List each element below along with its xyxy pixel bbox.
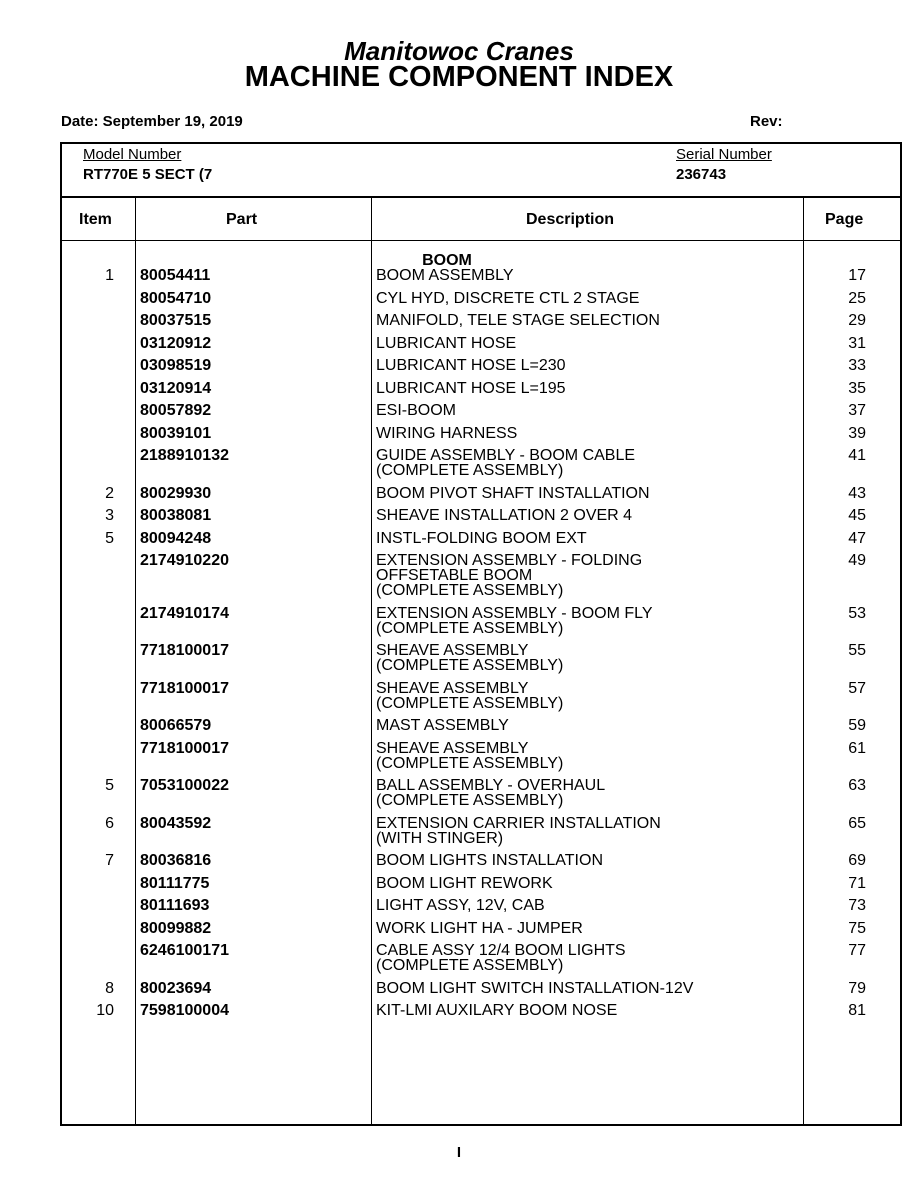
brand-name: Manitowoc Cranes [344, 36, 574, 66]
row-item-number: 8 [105, 979, 114, 997]
row-description-line: LUBRICANT HOSE L=195 [376, 379, 566, 397]
row-page-number: 53 [848, 604, 866, 622]
row-page-number: 65 [848, 814, 866, 832]
row-description [376, 531, 796, 546]
revision-label: Rev: [750, 113, 783, 130]
row-part-number: 6246100171 [140, 942, 229, 959]
row-part-number: 7718100017 [140, 642, 229, 659]
row-part-number: 7718100017 [140, 679, 229, 697]
row-part-number: 80038081 [140, 507, 212, 524]
serial-number-value: 236743 [676, 166, 727, 183]
column-header-divider [62, 240, 900, 241]
row-description-line: BOOM ASSEMBLY [376, 267, 514, 284]
component-index-table [60, 142, 902, 1126]
row-description-line: (COMPLETE ASSEMBLY) [376, 582, 564, 599]
row-description [376, 486, 796, 501]
model-number-label: Model Number [83, 146, 182, 163]
row-description-line: KIT-LMI AUXILARY BOOM NOSE [376, 1002, 618, 1019]
row-description-line: (COMPLETE ASSEMBLY) [376, 462, 564, 479]
row-description-line: (COMPLETE ASSEMBLY) [376, 657, 564, 674]
row-description [376, 268, 796, 283]
row-part-number: 2174910174 [140, 604, 229, 622]
row-page-number: 73 [848, 897, 866, 914]
row-description [376, 448, 796, 478]
header-divider [62, 196, 900, 198]
row-page-number: 55 [848, 642, 866, 659]
row-item-number: 7 [105, 852, 114, 869]
row-description-line: (COMPLETE ASSEMBLY) [376, 694, 564, 712]
row-page-number: 79 [848, 979, 866, 997]
row-description [376, 853, 796, 868]
row-description [376, 313, 796, 328]
row-description-line: OFFSETABLE BOOM [376, 567, 533, 584]
row-part-number: 80029930 [140, 484, 212, 502]
row-part-number: 2174910220 [140, 552, 229, 569]
serial-number-label: Serial Number [676, 146, 772, 163]
row-description [376, 336, 796, 351]
row-item-number: 5 [105, 529, 114, 547]
page-number: I [456, 1144, 462, 1161]
row-part-number: 03120912 [140, 334, 212, 352]
row-part-number: 80037515 [140, 312, 212, 329]
row-description [376, 1003, 796, 1018]
row-description-line: BOOM LIGHTS INSTALLATION [376, 852, 603, 869]
row-description-line: ESI-BOOM [376, 402, 457, 419]
row-part-number: 03098519 [140, 357, 212, 374]
row-description [376, 876, 796, 891]
row-description [376, 741, 796, 771]
row-page-number: 25 [848, 289, 866, 307]
row-description [376, 921, 796, 936]
row-page-number: 81 [848, 1002, 866, 1019]
column-header-item: Item [79, 211, 112, 228]
row-description-line: BOOM PIVOT SHAFT INSTALLATION [376, 484, 650, 502]
row-page-number: 17 [848, 267, 866, 284]
row-description-line: LUBRICANT HOSE L=230 [376, 357, 566, 374]
row-description [376, 898, 796, 913]
row-part-number: 7598100004 [140, 1002, 229, 1019]
row-page-number: 45 [848, 507, 866, 524]
row-page-number: 39 [848, 424, 866, 442]
row-item-number: 3 [105, 507, 114, 524]
row-description-line: SHEAVE ASSEMBLY [376, 739, 529, 757]
row-description [376, 816, 796, 846]
row-page-number: 57 [848, 679, 866, 697]
section-heading: BOOM [422, 252, 472, 269]
row-part-number: 80111775 [140, 874, 210, 892]
row-description-line: LIGHT ASSY, 12V, CAB [376, 897, 545, 914]
row-description [376, 381, 796, 396]
row-description [376, 778, 796, 808]
row-description-line: (COMPLETE ASSEMBLY) [376, 792, 564, 809]
row-page-number: 37 [848, 402, 866, 419]
row-page-number: 41 [848, 447, 866, 464]
row-page-number: 63 [848, 777, 866, 794]
row-description [376, 681, 796, 711]
row-page-number: 31 [848, 334, 866, 352]
row-page-number: 29 [848, 312, 866, 329]
row-item-number: 5 [105, 777, 114, 794]
column-divider-item [135, 198, 136, 1124]
row-description [376, 358, 796, 373]
row-description [376, 981, 796, 996]
row-description [376, 403, 796, 418]
row-description-line: LUBRICANT HOSE [376, 334, 517, 352]
row-item-number: 6 [105, 814, 114, 832]
row-page-number: 49 [848, 552, 866, 569]
row-part-number: 80039101 [140, 424, 212, 442]
column-header-description: Description [526, 211, 615, 228]
row-part-number: 03120914 [140, 379, 212, 397]
row-page-number: 33 [848, 357, 866, 374]
row-description-line: SHEAVE ASSEMBLY [376, 642, 529, 659]
row-description-line: GUIDE ASSEMBLY - BOOM CABLE [376, 447, 636, 464]
row-part-number: 80066579 [140, 717, 212, 734]
row-part-number: 80036816 [140, 852, 212, 869]
row-description-line: CABLE ASSY 12/4 BOOM LIGHTS [376, 942, 626, 959]
row-description [376, 291, 796, 306]
row-part-number: 80043592 [140, 814, 212, 832]
row-page-number: 71 [848, 874, 866, 892]
row-part-number: 80054710 [140, 289, 212, 307]
document-date: Date: September 19, 2019 [61, 113, 243, 130]
row-description-line: BOOM LIGHT REWORK [376, 874, 553, 892]
row-description [376, 943, 796, 973]
row-description [376, 606, 796, 636]
row-item-number: 2 [105, 484, 114, 502]
column-header-page: Page [825, 211, 864, 228]
row-description-line: (COMPLETE ASSEMBLY) [376, 619, 564, 637]
row-part-number: 80099882 [140, 919, 212, 937]
row-description [376, 508, 796, 523]
row-description-line: EXTENSION ASSEMBLY - BOOM FLY [376, 604, 653, 622]
row-description-line: (WITH STINGER) [376, 829, 504, 847]
row-page-number: 47 [848, 529, 866, 547]
row-description-line: MANIFOLD, TELE STAGE SELECTION [376, 312, 660, 329]
row-description-line: (COMPLETE ASSEMBLY) [376, 754, 564, 772]
row-description-line: INSTL-FOLDING BOOM EXT [376, 529, 587, 547]
row-description-line: BOOM LIGHT SWITCH INSTALLATION-12V [376, 979, 694, 997]
row-description [376, 718, 796, 733]
row-description-line: EXTENSION CARRIER INSTALLATION [376, 814, 661, 832]
row-description-line: WIRING HARNESS [376, 424, 518, 442]
row-page-number: 43 [848, 484, 866, 502]
row-item-number: 10 [96, 1002, 114, 1019]
row-description-line: MAST ASSEMBLY [376, 717, 509, 734]
row-description-line: CYL HYD, DISCRETE CTL 2 STAGE [376, 289, 640, 307]
row-description [376, 553, 796, 598]
row-description-line: SHEAVE ASSEMBLY [376, 679, 529, 697]
row-part-number: 80054411 [140, 267, 211, 284]
row-page-number: 35 [848, 379, 866, 397]
row-page-number: 75 [848, 919, 866, 937]
row-part-number: 7718100017 [140, 739, 229, 757]
row-description-line: BALL ASSEMBLY - OVERHAUL [376, 777, 606, 794]
column-header-part: Part [226, 211, 258, 228]
row-description-line: WORK LIGHT HA - JUMPER [376, 919, 583, 937]
row-item-number: 1 [105, 267, 114, 284]
row-page-number: 69 [848, 852, 866, 869]
row-page-number: 59 [848, 717, 866, 734]
row-page-number: 61 [848, 739, 866, 757]
row-part-number: 2188910132 [140, 447, 229, 464]
row-description-line: SHEAVE INSTALLATION 2 OVER 4 [376, 507, 633, 524]
model-number-value: RT770E 5 SECT (7 [83, 166, 213, 183]
row-page-number: 77 [848, 942, 866, 959]
row-description-line: EXTENSION ASSEMBLY - FOLDING [376, 552, 643, 569]
page-title: MACHINE COMPONENT INDEX [244, 61, 674, 93]
row-part-number: 7053100022 [140, 777, 229, 794]
row-description [376, 643, 796, 673]
row-part-number: 80111693 [140, 897, 210, 914]
row-part-number: 80057892 [140, 402, 212, 419]
row-part-number: 80094248 [140, 529, 212, 547]
row-description-line: (COMPLETE ASSEMBLY) [376, 957, 564, 974]
column-divider-part [371, 198, 372, 1124]
row-description [376, 426, 796, 441]
row-part-number: 80023694 [140, 979, 212, 997]
